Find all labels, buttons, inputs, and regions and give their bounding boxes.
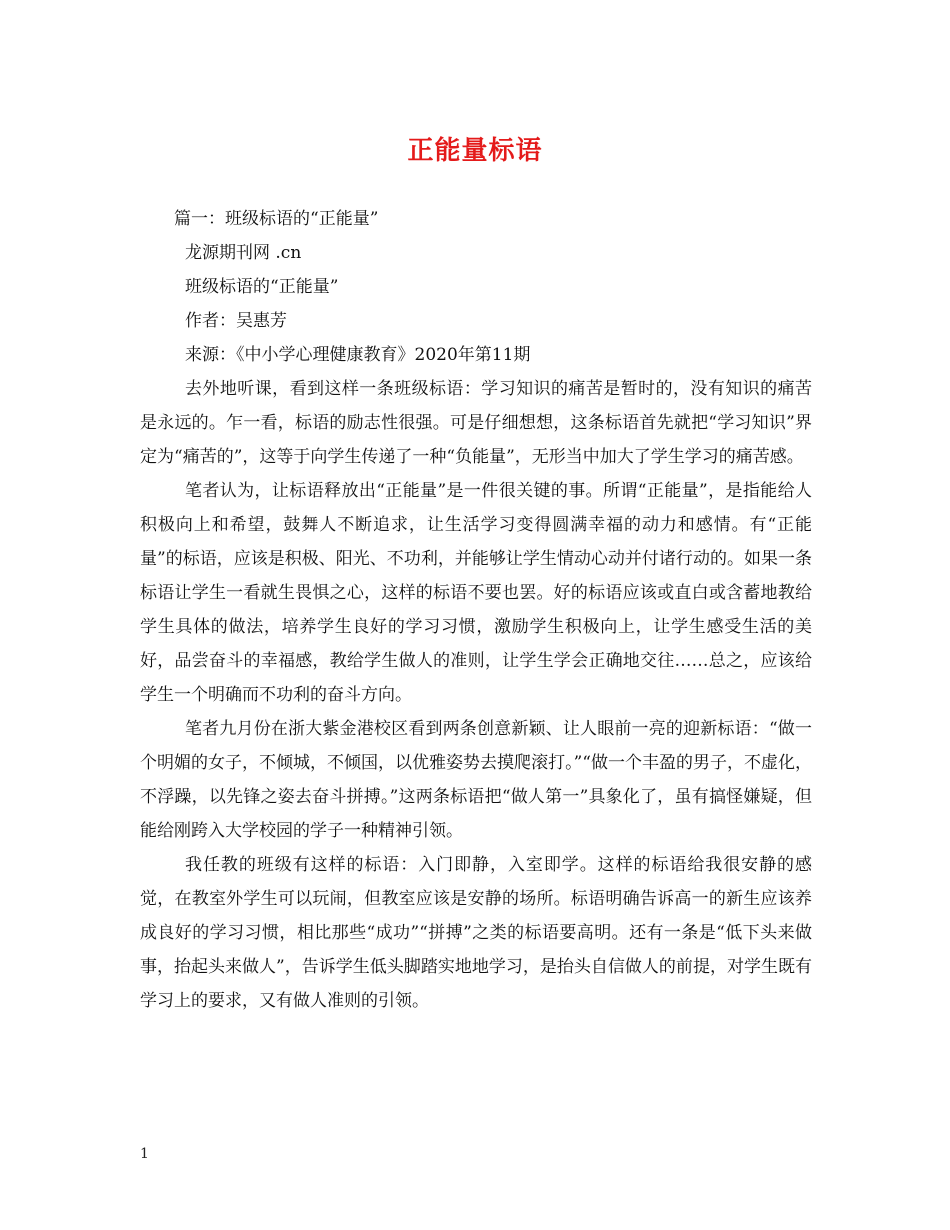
paragraph-1: 去外地听课，看到这样一条班级标语：学习知识的痛苦是暂时的，没有知识的痛苦是永远的。乍一看，标语的励志性很强。可是仔细想想，这条标语首先就把“学习知识”界定为“痛苦的”，这等于向学生传递了一种“负能量”，无形当中加大了学生学习的痛苦感。 (140, 379, 812, 467)
paragraph-2: 笔者认为，让标语释放出“正能量”是一件很关键的事。所谓“正能量”，是指能给人积极向上和希望，鼓舞人不断追求，让生活学习变得圆满幸福的动力和感情。有“正能量”的标语，应该是积极、阳光、不功利，并能够让学生情动心动并付诸行动的。如果一条标语让学生一看就生畏惧之心，这样的标语不要也罢。好的标语应该或直白或含蓄地教给学生具体的做法，培养学生良好的学习习惯，激励学生积极向上，让学生感受生活的美好，品尝奋斗的幸福感，教给学生做人的准则，让学生学会正确地交往……总之，应该给学生一个明确而不功利的奋斗方向。 (140, 481, 812, 705)
page-title: 正能量标语 (407, 136, 543, 166)
section-heading: 篇一：班级标语的“正能量” (174, 209, 379, 229)
page-number: 1 (140, 1146, 149, 1162)
source-line: 来源：《中小学心理健康教育》2020年第11期 (185, 345, 531, 365)
article-title-line: 班级标语的“正能量” (185, 277, 339, 297)
author-line: 作者：吴惠芳 (185, 311, 287, 331)
paragraph-3: 笔者九月份在浙大紫金港校区看到两条创意新颖、让人眼前一亮的迎新标语：“做一个明媚的女子，不倾城，不倾国，以优雅姿势去摸爬滚打。”“做一个丰盈的男子，不虚化，不浮躁，以先锋之姿去奋斗拼搏。”这两条标语把“做人第一”具象化了，虽有搞怪嫌疑，但能给刚跨入大学校园的学子一种精神引领。 (140, 719, 812, 841)
document-body (140, 202, 812, 1018)
paragraph-4: 我任教的班级有这样的标语：入门即静，入室即学。这样的标语给我很安静的感觉，在教室外学生可以玩闹，但教室应该是安静的场所。标语明确告诉高一的新生应该养成良好的学习习惯，相比那些“成功”“拼搏”之类的标语要高明。还有一条是“低下头来做事，抬起头来做人”，告诉学生低头脚踏实地地学习，是抬头自信做人的前提，对学生既有学习上的要求，又有做人准则的引领。 (140, 855, 812, 1011)
source-site-line: 龙源期刊网 .cn (185, 243, 302, 263)
